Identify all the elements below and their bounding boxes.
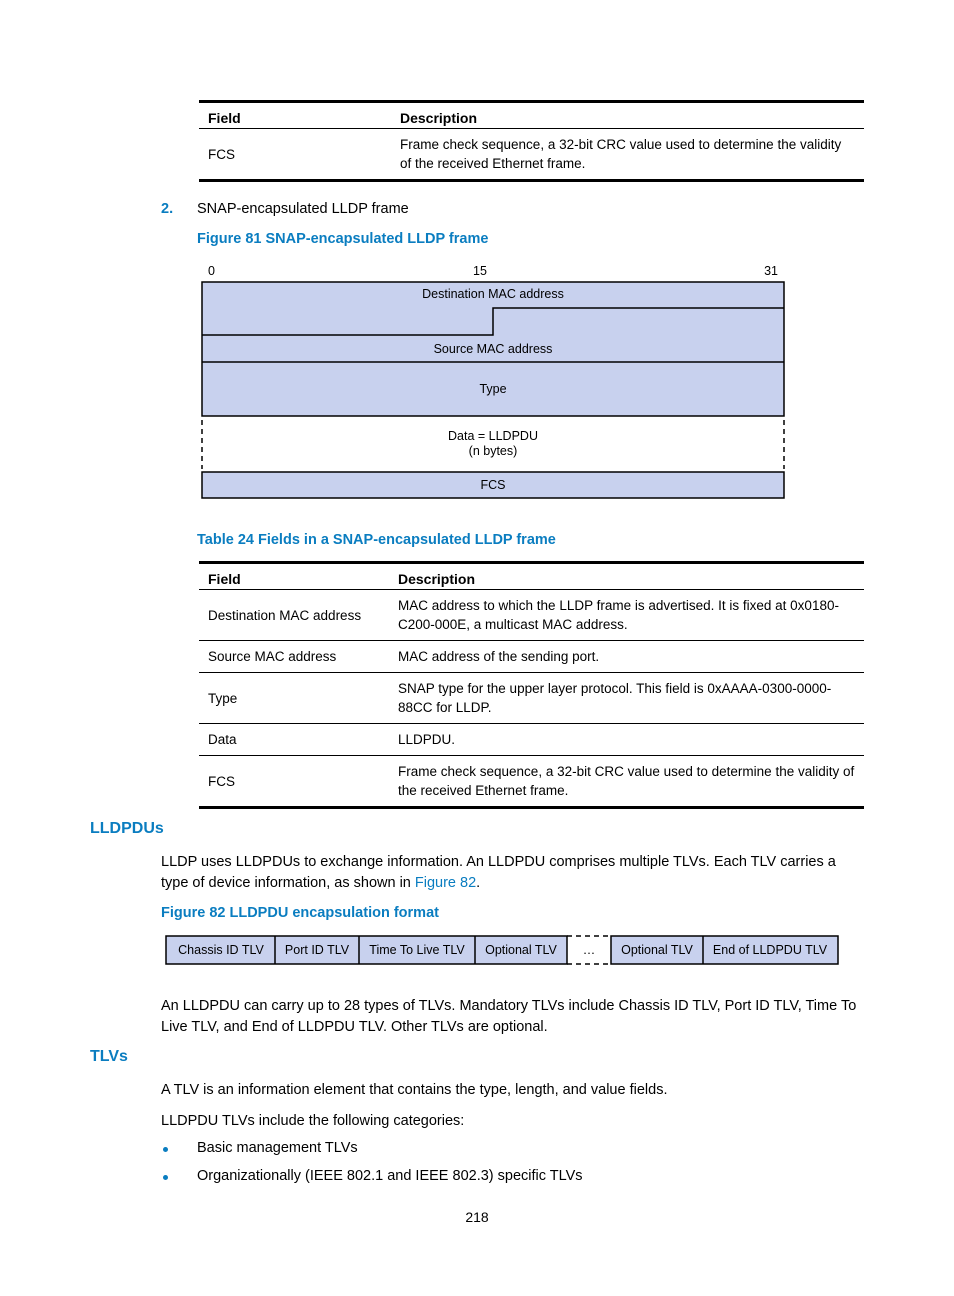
chassis-id-tlv-label: Chassis ID TLV — [178, 943, 264, 957]
cell-field: Destination MAC address — [208, 607, 362, 623]
optional-tlv-label: Optional TLV — [485, 943, 557, 957]
snap-frame-diagram — [195, 258, 795, 504]
snap-fields-table — [199, 561, 864, 809]
bullet-item-basic: Basic management TLVs — [197, 1140, 358, 1156]
cell-description: Frame check sequence, a 32-bit CRC value used to determine the validity of the received Ethernet frame. — [400, 137, 842, 171]
tlvs-heading: TLVs — [90, 1048, 128, 1065]
ellipsis-label: … — [582, 943, 596, 957]
bit-label-15: 15 — [473, 264, 487, 278]
header-field: Field — [208, 110, 241, 126]
bit-label-31: 31 — [764, 264, 778, 278]
table-header-row — [199, 102, 864, 129]
lldpdu-format-diagram — [162, 931, 846, 969]
fcs-table — [199, 100, 864, 182]
src-mac-label: Source MAC address — [433, 342, 553, 356]
table-row — [199, 673, 864, 724]
table-row — [199, 590, 864, 641]
tlvs-paragraph-2: LLDPDU TLVs include the following categories: — [161, 1113, 465, 1129]
cell-field: Source MAC address — [208, 649, 337, 664]
header-description: Description — [398, 571, 476, 587]
cell-field: Data — [208, 732, 237, 747]
lldpdus-para-end: . — [476, 875, 481, 891]
dest-mac-label: Destination MAC address — [422, 287, 564, 301]
data-label-line1: Data = LLDPDU — [448, 429, 538, 443]
cell-description: MAC address of the sending port. — [398, 649, 600, 664]
figure-82-link[interactable]: Figure 82 — [414, 875, 477, 891]
ttl-tlv-label: Time To Live TLV — [369, 943, 465, 957]
bit-label-0: 0 — [208, 264, 215, 278]
page-number: 218 — [465, 1209, 489, 1225]
table-row — [199, 129, 864, 181]
cell-field: FCS — [208, 773, 235, 789]
lldpdus-para-text: LLDP uses LLDPDUs to exchange information. An LLDPDU comprises multiple TLVs. Each TLV carries a type of device information, as shown in — [161, 854, 836, 891]
header-description: Description — [400, 110, 478, 126]
table-row — [199, 724, 864, 756]
cell-description: Frame check sequence, a 32-bit CRC value used to determine the validity of the received Ethernet frame. — [398, 764, 855, 798]
table-row — [199, 756, 864, 808]
cell-field: FCS — [208, 146, 235, 162]
step-number: 2. — [161, 201, 174, 217]
lldpdus-heading: LLDPDUs — [90, 820, 164, 837]
cell-description: LLDPDU. — [398, 732, 456, 747]
data-label-line2: (n bytes) — [468, 444, 518, 458]
lldpdu-tlvs-paragraph: An LLDPDU can carry up to 28 types of TLVs. Mandatory TLVs include Chassis ID TLV, Port ID TLV, Time To Live TLV, and End of LLDPDU TLV. Other TLVs are optional. — [161, 998, 857, 1035]
header-field: Field — [208, 571, 241, 587]
step-text: SNAP-encapsulated LLDP frame — [197, 201, 409, 217]
bullet-icon — [163, 1147, 168, 1152]
figure-81-caption: Figure 81 SNAP-encapsulated LLDP frame — [197, 231, 489, 247]
cell-description: SNAP type for the upper layer protocol. This field is 0xAAAA-0300-0000-88CC for LLDP. — [398, 681, 832, 715]
optional-tlv-label: Optional TLV — [621, 943, 693, 957]
tlvs-paragraph-1: A TLV is an information element that contains the type, length, and value fields. — [161, 1082, 668, 1098]
figure-82-caption: Figure 82 LLDPDU encapsulation format — [161, 905, 439, 921]
cell-field: Type — [208, 690, 238, 706]
end-tlv-label: End of LLDPDU TLV — [712, 943, 828, 957]
table-24-caption: Table 24 Fields in a SNAP-encapsulated LLDP frame — [197, 532, 556, 548]
table-header-row — [199, 563, 864, 590]
table-row — [199, 641, 864, 673]
port-id-tlv-label: Port ID TLV — [284, 943, 350, 957]
lldpdus-paragraph — [161, 852, 864, 894]
cell-description: MAC address to which the LLDP frame is advertised. It is fixed at 0x0180-C200-000E, a multicast MAC address. — [398, 598, 839, 632]
bullet-item-organizational: Organizationally (IEEE 802.1 and IEEE 802.3) specific TLVs — [197, 1168, 583, 1184]
type-label: Type — [479, 382, 507, 396]
fcs-label: FCS — [480, 478, 506, 492]
bullet-icon — [163, 1175, 168, 1180]
